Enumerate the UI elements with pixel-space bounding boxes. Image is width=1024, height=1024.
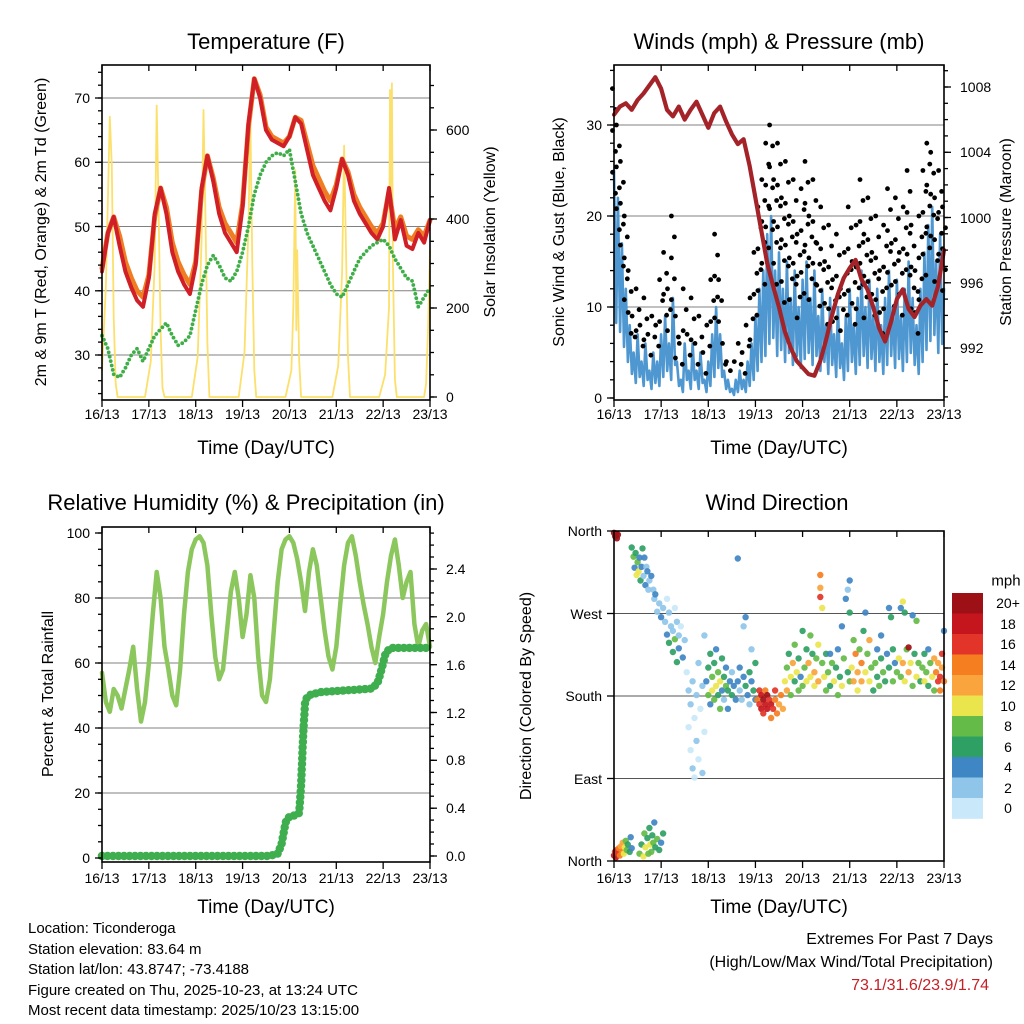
- x-tick-label: 23/13: [926, 406, 962, 422]
- ylabel-direction-left: Direction (Colored By Speed): [517, 591, 535, 801]
- x-tick-label: 23/13: [412, 870, 448, 886]
- y-tick-label: 30: [74, 346, 90, 363]
- colorbar-label: 4: [1004, 759, 1012, 776]
- ylabel-pressure-right: Station Pressure (Maroon): [997, 138, 1015, 326]
- title-rh-precip: Relative Humidity (%) & Precipitation (in): [47, 490, 445, 515]
- xlabel-rh-precip: Time (Day/UTC): [197, 897, 335, 918]
- y-tick-label: 0.8: [446, 752, 466, 769]
- x-tick-label: 19/13: [225, 406, 261, 422]
- y-tick-label: 100: [66, 524, 90, 541]
- x-tick-label: 21/13: [318, 870, 354, 886]
- title-winds-pressure: Winds (mph) & Pressure (mb): [633, 29, 925, 54]
- y-tick-label: 0: [82, 849, 90, 866]
- x-tick-label: 18/13: [178, 870, 214, 886]
- y-tick-label: 992: [960, 339, 984, 356]
- y-tick-label: 996: [960, 274, 984, 291]
- x-tick-label: 22/13: [365, 406, 401, 422]
- y-tick-label: 200: [446, 299, 470, 316]
- y-tick-label: 50: [74, 218, 90, 235]
- direction-tick-label: West: [570, 605, 602, 622]
- footer-location: Location: Ticonderoga: [28, 920, 176, 937]
- y-tick-label: 20: [74, 784, 90, 801]
- y-tick-label: 80: [74, 589, 90, 606]
- x-tick-label: 22/13: [879, 870, 915, 886]
- x-tick-label: 22/13: [879, 406, 915, 422]
- y-tick-label: 1.2: [446, 704, 466, 721]
- extremes-values: 73.1/31.6/23.9/1.74: [851, 977, 989, 994]
- y-tick-label: 0: [446, 388, 454, 405]
- x-tick-label: 16/13: [84, 406, 120, 422]
- colorbar-label: 12: [1000, 677, 1016, 694]
- x-tick-label: 20/13: [785, 870, 821, 886]
- x-tick-label: 19/13: [737, 406, 773, 422]
- xlabel-temperature: Time (Day/UTC): [197, 438, 335, 459]
- footer-created: Figure created on Thu, 2025-10-23, at 13:24 UTC: [28, 981, 358, 999]
- y-tick-label: 1.6: [446, 656, 466, 673]
- x-tick-label: 17/13: [131, 406, 167, 422]
- x-tick-label: 21/13: [318, 406, 354, 422]
- y-tick-label: 0: [594, 389, 602, 406]
- colorbar-label: 16: [1000, 636, 1016, 653]
- x-tick-label: 16/13: [596, 406, 632, 422]
- y-tick-label: 0.4: [446, 800, 466, 817]
- y-tick-label: 0.0: [446, 847, 466, 864]
- y-tick-label: 1008: [960, 78, 992, 95]
- x-tick-label: 21/13: [832, 406, 868, 422]
- ylabel-temperature-left: 2m & 9m T (Red, Orange) & 2m Td (Green): [32, 77, 50, 387]
- y-tick-label: 2.0: [446, 608, 466, 625]
- y-tick-label: 1000: [960, 209, 992, 226]
- x-tick-label: 23/13: [926, 870, 962, 886]
- y-tick-label: 30: [586, 116, 602, 133]
- xlabel-wind-direction: Time (Day/UTC): [710, 897, 848, 918]
- ylabel-wind-left: Sonic Wind & Gust (Blue, Black): [550, 117, 568, 347]
- y-tick-label: 1004: [960, 144, 992, 161]
- direction-tick-label: South: [565, 687, 602, 704]
- direction-tick-label: North: [567, 522, 602, 539]
- y-tick-label: 60: [74, 654, 90, 671]
- x-tick-label: 17/13: [131, 870, 167, 886]
- x-tick-label: 17/13: [643, 406, 679, 422]
- x-tick-label: 20/13: [271, 870, 307, 886]
- y-tick-label: 40: [74, 282, 90, 299]
- direction-tick-label: East: [573, 770, 602, 787]
- x-tick-label: 18/13: [690, 870, 726, 886]
- x-tick-label: 23/13: [412, 406, 448, 422]
- footer-latlon: Station lat/lon: 43.8747; -73.4188: [28, 961, 250, 978]
- x-tick-label: 19/13: [737, 870, 773, 886]
- x-tick-label: 20/13: [271, 406, 307, 422]
- x-tick-label: 16/13: [596, 870, 632, 886]
- colorbar-label: 20+: [996, 595, 1020, 612]
- y-tick-label: 400: [446, 210, 470, 227]
- title-temperature: Temperature (F): [187, 29, 345, 54]
- y-tick-label: 60: [74, 154, 90, 171]
- ylabel-rh-left: Percent & Total Rainfall: [39, 610, 57, 778]
- colorbar-label: 2: [1004, 779, 1012, 796]
- title-wind-direction: Wind Direction: [705, 490, 849, 515]
- extremes-title: Extremes For Past 7 Days: [806, 931, 993, 948]
- colorbar-label: 18: [1000, 615, 1016, 632]
- x-tick-label: 18/13: [178, 406, 214, 422]
- footer-elevation: Station elevation: 83.64 m: [28, 940, 202, 958]
- colorbar-label: 8: [1004, 718, 1012, 735]
- direction-tick-label: North: [567, 852, 602, 869]
- x-tick-label: 17/13: [643, 870, 679, 886]
- x-tick-label: 22/13: [365, 870, 401, 886]
- x-tick-label: 20/13: [785, 406, 821, 422]
- colorbar-title: mph: [991, 572, 1021, 590]
- x-tick-label: 21/13: [832, 870, 868, 886]
- colorbar-label: 6: [1004, 738, 1012, 755]
- colorbar-label: 10: [1000, 697, 1016, 714]
- y-tick-label: 20: [586, 207, 602, 224]
- x-tick-label: 18/13: [690, 406, 726, 422]
- y-tick-label: 2.4: [446, 560, 466, 577]
- xlabel-winds-pressure: Time (Day/UTC): [710, 438, 848, 459]
- y-tick-label: 40: [74, 719, 90, 736]
- footer-timestamp: Most recent data timestamp: 2025/10/23 13:15:00: [28, 1002, 360, 1019]
- extremes-subtitle: (High/Low/Max Wind/Total Precipitation): [709, 954, 993, 971]
- x-tick-label: 19/13: [225, 870, 261, 886]
- y-tick-label: 70: [74, 89, 90, 106]
- colorbar-label: 14: [1000, 656, 1016, 673]
- y-tick-label: 600: [446, 121, 470, 138]
- y-tick-label: 10: [586, 298, 602, 315]
- colorbar-label: 0: [1004, 800, 1012, 817]
- x-tick-label: 16/13: [84, 870, 120, 886]
- ylabel-solar-right: Solar Insolation (Yellow): [481, 146, 499, 318]
